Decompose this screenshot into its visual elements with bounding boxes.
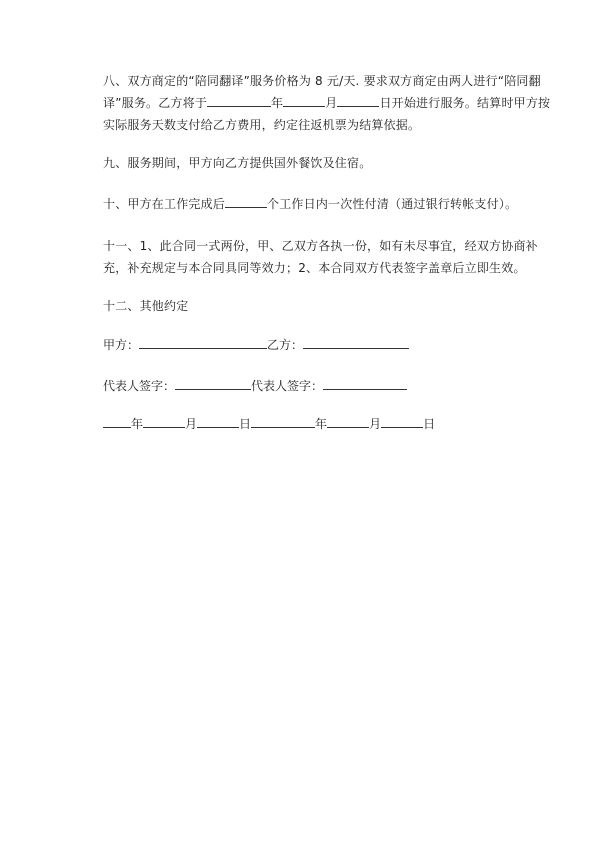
date-a-day-blank[interactable] <box>197 415 239 428</box>
clause-8 <box>75 70 553 136</box>
payment-days-blank[interactable] <box>225 195 267 208</box>
clause-11-text: 十一、1、此合同一式两份，甲、乙双方各执一份，如有未尽事宜，经双方协商补充，补充规定与本合同具同等效力；2、本合同双方代表签字盖章后立即生效。 <box>103 239 538 275</box>
date-b-year-blank[interactable] <box>251 415 315 428</box>
start-month-blank[interactable] <box>283 94 325 107</box>
date-b-month-blank[interactable] <box>327 415 369 428</box>
clause-11 <box>75 235 553 279</box>
rep-b-label: 代表人签字： <box>251 379 324 393</box>
start-year-blank[interactable] <box>207 94 271 107</box>
clause-8-text-1: 八、双方商定的“陪同翻译”服务价格为 8 元/天. 要求双方商定由两人进行“陪同翻译”服务。乙方将于 <box>103 74 541 110</box>
clause-9-text: 九、服务期间，甲方向乙方提供国外餐饮及住宿。 <box>103 156 372 170</box>
party-a-label: 甲方： <box>103 338 140 352</box>
clause-12-text: 十二、其他约定 <box>103 299 189 313</box>
clause-8-text-2: 日开始进行服务。结算时甲方按实际服务天数支付给乙方费用，约定往返机票为结算依据。 <box>103 96 551 132</box>
date-a-month-blank[interactable] <box>143 415 185 428</box>
party-b-label: 乙方： <box>267 338 304 352</box>
date-a-year: 年 <box>131 417 144 431</box>
date-b-day-blank[interactable] <box>381 415 423 428</box>
date-a-year-blank[interactable] <box>103 415 131 428</box>
date-a-day: 日 <box>239 417 252 431</box>
rep-a-label: 代表人签字： <box>103 379 176 393</box>
clause-8-year: 年 <box>271 96 284 110</box>
date-b-month: 月 <box>369 417 382 431</box>
representative-line <box>103 377 407 395</box>
rep-b-blank[interactable] <box>323 377 407 390</box>
date-line <box>103 415 435 433</box>
clause-12 <box>75 295 553 317</box>
party-b-blank[interactable] <box>303 336 409 349</box>
party-a-blank[interactable] <box>139 336 267 349</box>
rep-a-blank[interactable] <box>175 377 251 390</box>
clause-10 <box>75 193 553 215</box>
party-line <box>103 336 409 354</box>
clause-8-month: 月 <box>325 96 338 110</box>
clause-9 <box>75 152 553 174</box>
date-b-day: 日 <box>423 417 436 431</box>
clause-10-text-1: 十、甲方在工作完成后 <box>103 197 226 211</box>
clause-10-text-2: 个工作日内一次性付清（通过银行转帐支付）。 <box>267 197 518 211</box>
start-day-blank[interactable] <box>337 94 379 107</box>
date-a-month: 月 <box>185 417 198 431</box>
date-b-year: 年 <box>315 417 328 431</box>
